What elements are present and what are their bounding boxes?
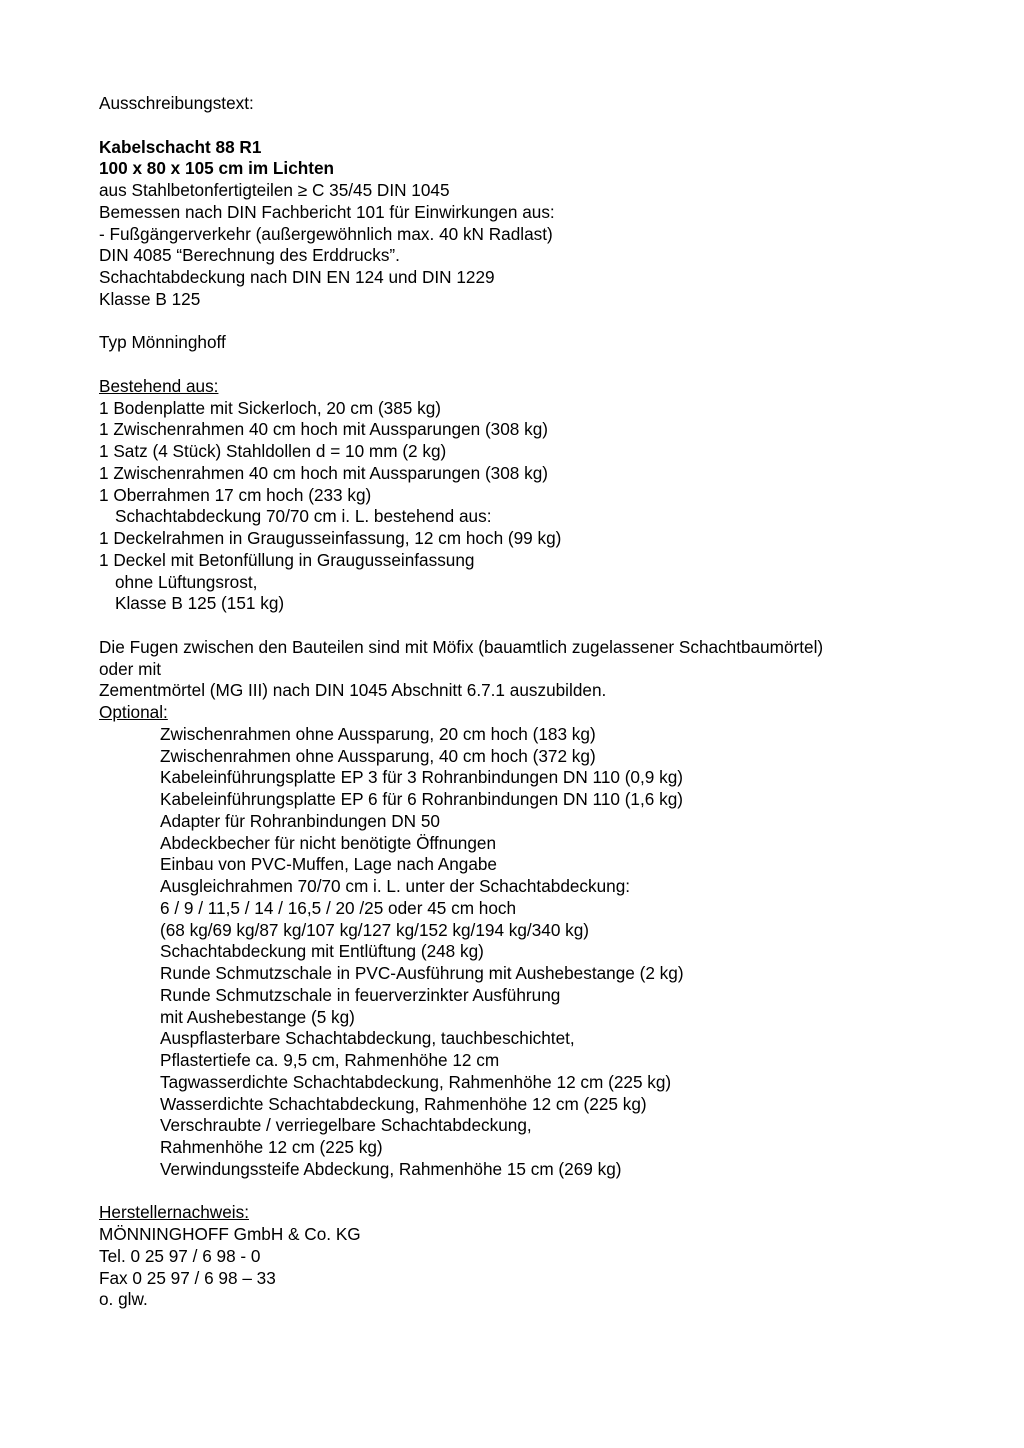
manufacturer-fax: Fax 0 25 97 / 6 98 – 33	[99, 1267, 276, 1288]
spacer	[99, 115, 979, 137]
manufacturer-section	[99, 1202, 979, 1311]
cover-continuation: Klasse B 125 (151 kg)	[115, 593, 285, 614]
optional-item: Adapter für Rohranbindungen DN 50	[160, 810, 440, 831]
optional-item: Rahmenhöhe 12 cm (225 kg)	[160, 1137, 383, 1157]
optional-item: Schachtabdeckung mit Entlüftung (248 kg)	[160, 941, 484, 962]
joints-line: Zementmörtel (MG III) nach DIN 1045 Abschnitt 6.7.1 auszubilden.	[99, 680, 607, 701]
components-section	[99, 376, 979, 615]
optional-item: Ausgleichrahmen 70/70 cm i. L. unter der Schachtabdeckung:	[160, 876, 631, 896]
document-title: Kabelschacht 88 R1	[99, 136, 262, 157]
manufacturer-equivalent: o. glw.	[99, 1289, 148, 1310]
optional-item: Einbau von PVC-Muffen, Lage nach Angabe	[160, 854, 497, 875]
optional-item: Tagwasserdichte Schachtabdeckung, Rahmenhöhe 12 cm (225 kg)	[160, 1071, 672, 1092]
cover-item: 1 Deckel mit Betonfüllung in Graugusseinfassung	[99, 549, 475, 570]
joints-line: Die Fugen zwischen den Bauteilen sind mit Möfix (bauamtlich zugelassener Schachtbaumörtel)	[99, 636, 824, 657]
spec-line: Klasse B 125	[99, 288, 201, 309]
component-item: 1 Oberrahmen 17 cm hoch (233 kg)	[99, 484, 372, 505]
optional-item: Wasserdichte Schachtabdeckung, Rahmenhöhe 12 cm (225 kg)	[160, 1093, 647, 1114]
cover-heading: Schachtabdeckung 70/70 cm i. L. bestehend aus:	[115, 506, 492, 527]
joints-section	[99, 637, 979, 702]
spacer	[99, 354, 979, 376]
cover-continuation: ohne Lüftungsrost,	[115, 571, 258, 592]
optional-item: Pflastertiefe ca. 9,5 cm, Rahmenhöhe 12 cm	[160, 1050, 500, 1070]
spec-section	[99, 180, 979, 311]
optional-item: Kabeleinführungsplatte EP 3 für 3 Rohranbindungen DN 110 (0,9 kg)	[160, 767, 683, 788]
spec-line: Schachtabdeckung nach DIN EN 124 und DIN 1229	[99, 267, 495, 287]
manufacturer-heading: Herstellernachweis:	[99, 1202, 249, 1223]
spec-line: Bemessen nach DIN Fachbericht 101 für Einwirkungen aus:	[99, 201, 555, 222]
optional-item: Verschraubte / verriegelbare Schachtabdeckung,	[160, 1115, 532, 1136]
optional-item: Abdeckbecher für nicht benötigte Öffnungen	[160, 832, 497, 853]
document-page	[99, 93, 979, 1311]
optional-item: mit Aushebestange (5 kg)	[160, 1006, 355, 1027]
type-line: Typ Mönninghoff	[99, 332, 226, 353]
optional-item: Runde Schmutzschale in feuerverzinkter Ausführung	[160, 984, 561, 1005]
cover-item: 1 Deckelrahmen in Graugusseinfassung, 12 cm hoch (99 kg)	[99, 528, 562, 548]
optional-item: Zwischenrahmen ohne Aussparung, 20 cm hoch (183 kg)	[160, 723, 596, 744]
spec-line: - Fußgängerverkehr (außergewöhnlich max. 40 kN Radlast)	[99, 223, 553, 244]
component-item: 1 Zwischenrahmen 40 cm hoch mit Aussparungen (308 kg)	[99, 462, 549, 483]
optional-item: 6 / 9 / 11,5 / 14 / 16,5 / 20 /25 oder 45 cm hoch	[160, 897, 517, 918]
optional-item: Verwindungssteife Abdeckung, Rahmenhöhe 15 cm (269 kg)	[160, 1158, 622, 1179]
components-heading: Bestehend aus:	[99, 375, 219, 396]
manufacturer-name: MÖNNINGHOFF GmbH & Co. KG	[99, 1224, 361, 1244]
spacer	[99, 311, 979, 333]
optional-item: Runde Schmutzschale in PVC-Ausführung mit Aushebestange (2 kg)	[160, 963, 684, 983]
component-item: 1 Bodenplatte mit Sickerloch, 20 cm (385 kg)	[99, 397, 442, 418]
optional-item: Auspflasterbare Schachtabdeckung, tauchbeschichtet,	[160, 1028, 575, 1049]
optional-item: Kabeleinführungsplatte EP 6 für 6 Rohranbindungen DN 110 (1,6 kg)	[160, 789, 683, 809]
optional-heading: Optional:	[99, 702, 168, 722]
component-item: 1 Satz (4 Stück) Stahldollen d = 10 mm (2 kg)	[99, 441, 447, 461]
document-label: Ausschreibungstext:	[99, 93, 254, 113]
spec-line: aus Stahlbetonfertigteilen ≥ C 35/45 DIN 1045	[99, 180, 450, 200]
joints-line: oder mit	[99, 658, 162, 679]
optional-item: (68 kg/69 kg/87 kg/107 kg/127 kg/152 kg/194 kg/340 kg)	[160, 919, 590, 940]
spec-line: DIN 4085 “Berechnung des Erddrucks”.	[99, 245, 400, 266]
document-subtitle: 100 x 80 x 105 cm im Lichten	[99, 158, 335, 179]
manufacturer-phone: Tel. 0 25 97 / 6 98 - 0	[99, 1245, 261, 1266]
spacer	[99, 1181, 979, 1203]
optional-item: Zwischenrahmen ohne Aussparung, 40 cm hoch (372 kg)	[160, 745, 596, 766]
spacer	[99, 615, 979, 637]
component-item: 1 Zwischenrahmen 40 cm hoch mit Aussparungen (308 kg)	[99, 419, 549, 440]
optional-section	[99, 702, 979, 1181]
